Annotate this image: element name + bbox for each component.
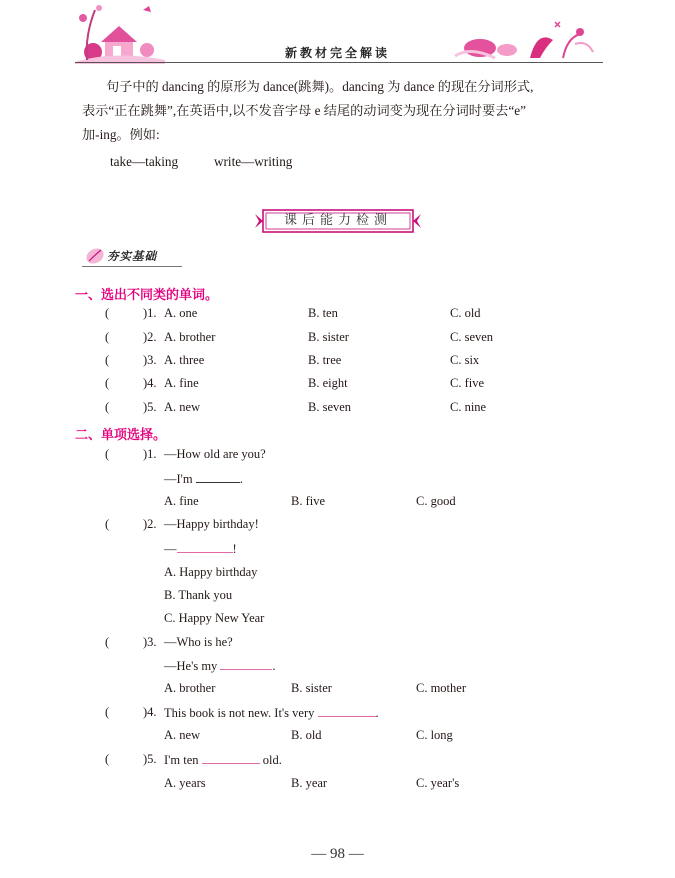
option-c: C. five	[450, 376, 485, 390]
option-a: A. three	[164, 353, 205, 367]
intro-line-3: 加-ing。例如:	[82, 127, 160, 142]
option-b: B. sister	[308, 330, 349, 344]
header-divider	[75, 62, 603, 63]
option-a: A. fine	[164, 376, 199, 390]
option-a: A. years	[164, 776, 206, 790]
option-c: C. long	[416, 728, 453, 742]
option-a: A. new	[164, 400, 201, 414]
option-c: C. Happy New Year	[164, 611, 265, 625]
section-banner-label: 课后能力检测	[283, 213, 392, 228]
option-a: A. Happy birthday	[164, 565, 258, 579]
option-a: A. brother	[164, 330, 216, 344]
answer-blank[interactable]	[220, 658, 272, 670]
option-b: B. eight	[308, 376, 348, 390]
intro-line-1: 句子中的 dancing 的原形为 dance(跳舞)。dancing 为 dance 的现在分词形式,	[106, 79, 534, 94]
answer-line: —He's my .	[164, 659, 276, 673]
option-b: B. Thank you	[164, 588, 233, 602]
question-stem: —Happy birthday!	[164, 517, 259, 531]
option-c: C. year's	[416, 776, 460, 790]
option-a: A. brother	[164, 681, 216, 695]
option-b: B. ten	[308, 306, 338, 320]
option-c: C. good	[416, 494, 456, 508]
option-b: B. tree	[308, 353, 342, 367]
answer-blank[interactable]	[318, 705, 376, 717]
section-2-title: 二、单项选择。	[75, 428, 167, 443]
option-b: B. old	[291, 728, 322, 742]
leaf-icon	[84, 245, 106, 267]
option-b: B. five	[291, 494, 326, 508]
option-a: A. fine	[164, 494, 199, 508]
header-decoration	[75, 0, 603, 75]
section-1-title: 一、选出不同类的单词。	[75, 288, 219, 303]
answer-line: —I'm .	[164, 472, 243, 486]
option-c: C. old	[450, 306, 481, 320]
option-b: B. seven	[308, 400, 352, 414]
example-1: take—taking	[110, 154, 179, 169]
question-stem: This book is not new. It's very .	[164, 706, 379, 720]
answer-blank[interactable]	[177, 541, 233, 553]
option-c: C. nine	[450, 400, 487, 414]
question-stem: I'm ten old.	[164, 753, 282, 767]
question-stem: —How old are you?	[164, 447, 266, 461]
example-2: write—writing	[214, 154, 293, 169]
option-b: B. sister	[291, 681, 332, 695]
option-a: A. one	[164, 306, 198, 320]
subsection-label: 夯实基础	[107, 249, 157, 263]
intro-line-2: 表示“正在跳舞”,在英语中,以不发音字母 e 结尾的动词变为现在分词时要去“e”	[82, 103, 526, 118]
option-c: C. seven	[450, 330, 494, 344]
question-stem: —Who is he?	[164, 635, 233, 649]
answer-blank[interactable]	[196, 471, 240, 483]
header-title: 新教材完全解读	[284, 46, 390, 60]
answer-blank[interactable]	[202, 752, 260, 764]
option-a: A. new	[164, 728, 201, 742]
option-c: C. six	[450, 353, 480, 367]
option-b: B. year	[291, 776, 328, 790]
option-c: C. mother	[416, 681, 466, 695]
subsection-underline	[82, 266, 182, 267]
page-number: — 98 —	[311, 846, 364, 862]
answer-line: — !	[164, 542, 237, 556]
